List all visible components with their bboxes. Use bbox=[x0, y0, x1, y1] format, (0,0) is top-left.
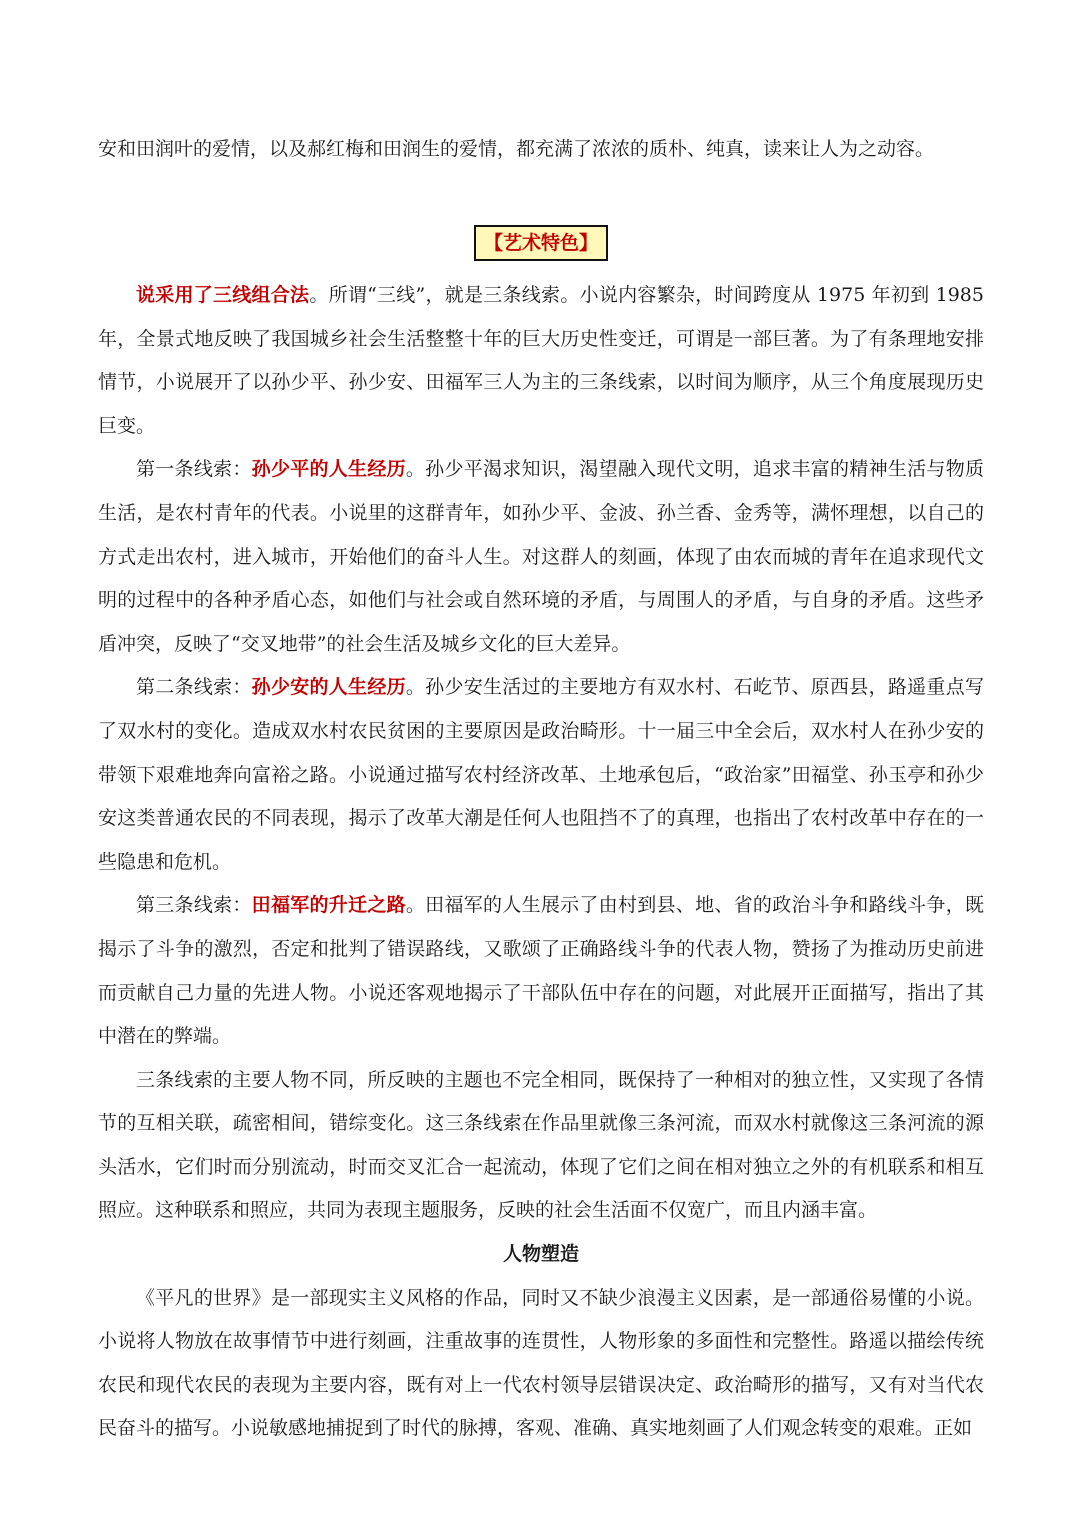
paragraph-text: 。孙少平渴求知识，渴望融入现代文明，追求丰富的精神生活与物质生活，是农村青年的代表。小说里的这群青年，如孙少平、金波、孙兰香、金秀等，满怀理想，以自己的方式走出农村，进入城市，开始他们的奋斗人生。对这群人的刻画，体现了由农而城的青年在追求现代文明的过程中的各种矛盾心态，如他们与社会或自然环境的矛盾，与周围人的矛盾，与自身的矛盾。这些矛盾冲突，反映了“交叉地带”的社会生活及城乡文化的巨大差异。 bbox=[98, 458, 984, 655]
highlight-sun-shaoan: 孙少安的人生经历 bbox=[251, 676, 406, 699]
paragraph-characterization: 《平凡的世界》是一部现实主义风格的作品，同时又不缺少浪漫主义因素，是一部通俗易懂的小说。小说将人物放在故事情节中进行刻画，注重故事的连贯性，人物形象的多面性和完整性。路遥以描绘传统农民和现代农民的表现为主要内容，既有对上一代农村领导层错误决定、政治畸形的描写，又有对当代农民奋斗的描写。小说敏感地捕捉到了时代的脉搏，客观、准确、真实地刻画了人们观念转变的艰难。正如 bbox=[98, 1286, 984, 1440]
paragraph-three-lines bbox=[98, 274, 984, 448]
paragraph-third-thread bbox=[98, 884, 984, 1058]
article-body bbox=[98, 274, 984, 1451]
highlight-three-line-method: 说采用了三线组合法 bbox=[136, 284, 310, 306]
thread-lead: 第二条线索： bbox=[136, 676, 252, 699]
paragraph-first-thread bbox=[98, 448, 984, 666]
intro-paragraph-tail: 安和田润叶的爱情，以及郝红梅和田润生的爱情，都充满了浓浓的质朴、纯真，读来让人为之动容。 bbox=[98, 138, 935, 160]
subheading-characterization: 人物塑造 bbox=[502, 1243, 579, 1266]
paragraph-text: 。田福军的人生展示了由村到县、地、省的政治斗争和路线斗争，既揭示了斗争的激烈，否定和批判了错误路线，又歌颂了正确路线斗争的代表人物，赞扬了为推动历史前进而贡献自己力量的先进人物。小说还客观地揭示了干部队伍中存在的问题，对此展开正面描写，指出了其中潜在的弊端。 bbox=[98, 894, 984, 1048]
highlight-tian-fujun: 田福军的升迁之路 bbox=[251, 894, 406, 917]
paragraph-text: 。所谓“三线”，就是三条线索。小说内容繁杂，时间跨度从 1975 年初到 1985 年，全景式地反映了我国城乡社会生活整整十年的巨大历史性变迁，可谓是一部巨著。为了有条理地安排情节，小说展开了以孙少平、孙少安、田福军三人为主的三条线索，以时间为顺序，从三个角度展现历史巨变。 bbox=[98, 284, 984, 437]
thread-lead: 第一条线索： bbox=[136, 458, 252, 481]
section-heading-wrap bbox=[98, 225, 984, 261]
thread-lead: 第三条线索： bbox=[136, 894, 252, 917]
paragraph-text: 。孙少安生活过的主要地方有双水村、石屹节、原西县，路遥重点写了双水村的变化。造成双水村农民贫困的主要原因是政治畸形。十一届三中全会后，双水村人在孙少安的带领下艰难地奔向富裕之路。小说通过描写农村经济改革、土地承包后，“政治家”田福堂、孙玉亭和孙少安这类普通农民的不同表现，揭示了改革大潮是任何人也阻挡不了的真理，也指出了农村改革中存在的一些隐患和危机。 bbox=[98, 676, 984, 873]
paragraph-second-thread bbox=[98, 666, 984, 884]
highlight-sun-shaoping: 孙少平的人生经历 bbox=[251, 458, 406, 481]
section-heading-art-features: 【艺术特色】 bbox=[474, 225, 608, 261]
paragraph-summary: 三条线索的主要人物不同，所反映的主题也不完全相同，既保持了一种相对的独立性，又实现了各情节的互相关联，疏密相间，错综变化。这三条线索在作品里就像三条河流，而双水村就像这三条河流的源头活水，它们时而分别流动，时而交叉汇合一起流动，体现了它们之间在相对独立之外的有机联系和相互照应。这种联系和照应，共同为表现主题服务，反映的社会生活面不仅宽广，而且内涵丰富。 bbox=[98, 1068, 984, 1222]
